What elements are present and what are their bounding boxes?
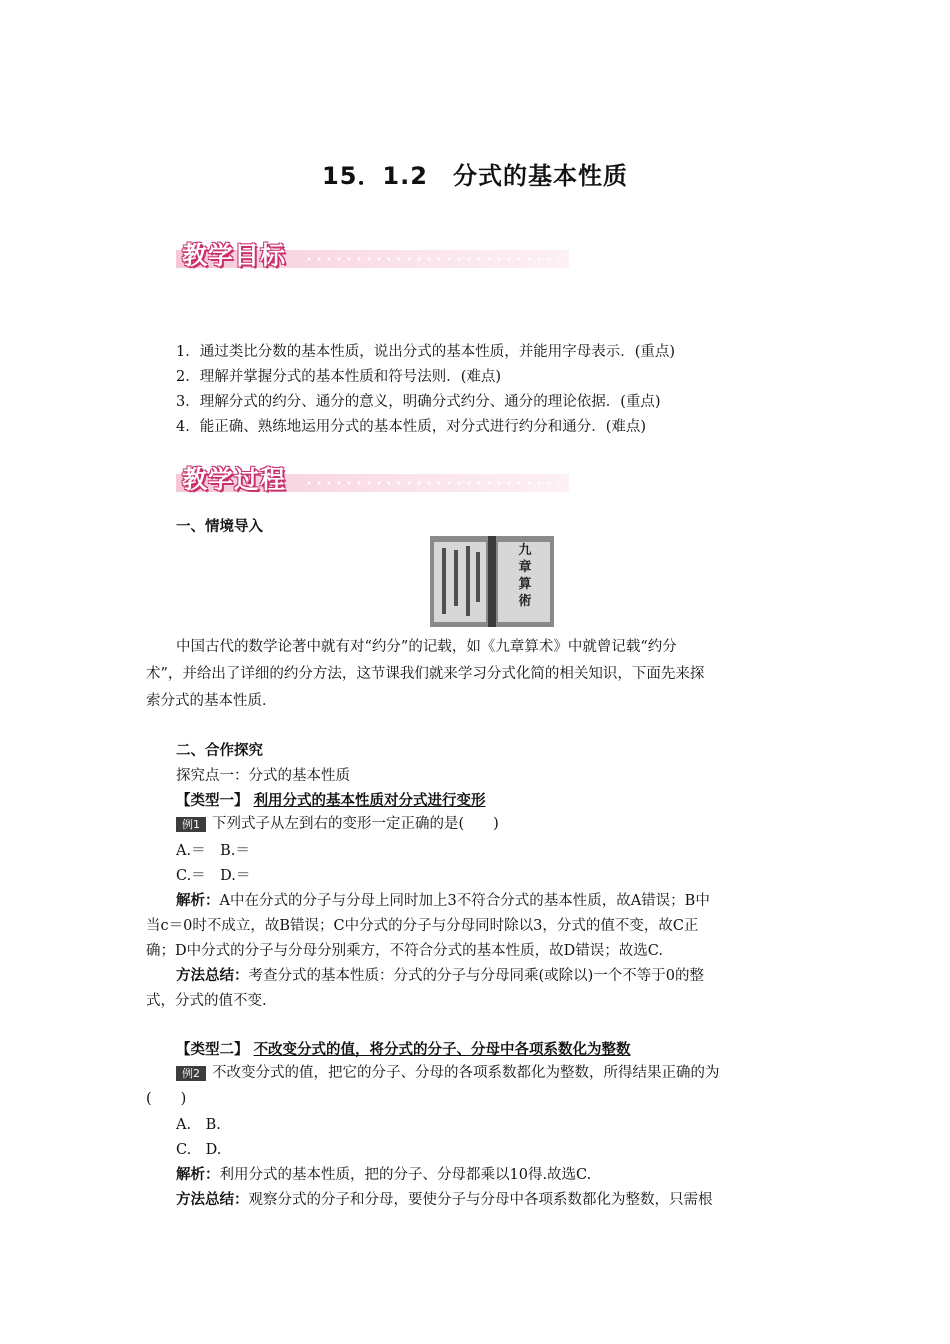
book-cover-title: 九章算術 [518,543,532,609]
type2-heading [176,1040,631,1060]
banner-dots [304,256,559,262]
text-column [466,546,470,616]
example-2-question-cont: ( ) [146,1091,187,1107]
example-2-options-cd: C. D. [176,1142,222,1158]
summary-text: 观察分式的分子和分母，要使分子与分母中各项系数都化为整数，只需根 [248,1192,713,1208]
summary-label: 方法总结： [176,1192,249,1208]
type1-heading [176,791,486,811]
example-1-analysis-2: 当c＝0时不成立，故B错误；C中分式的分子与分母同时除以3，分式的值不变，故C正 [146,918,699,934]
objectives-banner [176,236,569,272]
text-column [454,550,458,606]
text-column [442,548,446,614]
example-1-question [176,814,499,834]
text-column [476,552,480,602]
banner-label: 教学过程 [182,465,287,494]
intro-line-2: 术”，并给出了详细的约分方法，这节课我们就来学习分式化简的相关知识，下面先来探 [146,666,705,682]
objective-4: 4．能正确、熟练地运用分式的基本性质，对分式进行约分和通分．(难点) [176,419,647,435]
banner-label: 教学目标 [182,241,287,270]
example-1-analysis-3: 确；D中分式的分子与分母分别乘方，不符合分式的基本性质，故D错误；故选C. [146,943,663,959]
type1-label: 【类型一】 [176,793,249,809]
book-spine [488,536,496,627]
section-heading-explore: 二、合作探究 [176,743,263,759]
type2-title: 不改变分式的值，将分式的分子、分母中各项系数化为整数 [253,1042,631,1058]
section-heading-intro: 一、情境导入 [176,519,263,535]
type1-title: 利用分式的基本性质对分式进行变形 [253,793,486,809]
analysis-label: 解析： [176,893,220,909]
example-2-options-ab: A. B. [176,1117,221,1133]
type2-label: 【类型二】 [176,1042,249,1058]
intro-line-1: 中国古代的数学论著中就有对“约分”的记载，如《九章算术》中就曾记载“约分 [176,639,677,655]
example-2-text: 不改变分式的值，把它的分子、分母的各项系数都化为整数，所得结果正确的为 [212,1065,720,1081]
analysis-text: 利用分式的基本性质，把的分子、分母都乘以10得.故选C. [219,1167,592,1183]
example-1-summary-2: 式，分式的值不变. [146,993,267,1009]
process-banner [176,460,569,496]
analysis-label: 解析： [176,1167,220,1183]
example-1-analysis-1 [176,891,710,911]
example-1-options-cd: C.＝ D.＝ [176,868,251,884]
summary-label: 方法总结： [176,968,249,984]
analysis-text: A中在分式的分子与分母上同时加上3不符合分式的基本性质，故A错误；B中 [219,893,710,909]
intro-line-3: 索分式的基本性质． [146,693,277,709]
example-badge: 例1 [176,817,206,832]
example-2-analysis [176,1165,591,1185]
objective-3: 3．理解分式的约分、通分的意义，明确分式约分、通分的理论依据．(重点) [176,394,661,410]
example-1-options-ab: A.＝ B.＝ [176,843,250,859]
banner-dots [304,480,559,486]
example-badge: 例2 [176,1066,206,1081]
page-title: 15．1.2 分式的基本性质 [322,162,628,190]
example-1-summary-1 [176,966,704,986]
example-2-summary [176,1190,713,1210]
objective-1: 1．通过类比分数的基本性质，说出分式的基本性质，并能用字母表示．(重点) [176,344,676,360]
explore-point-1: 探究点一：分式的基本性质 [176,768,350,784]
example-2-question [176,1063,720,1083]
example-1-text: 下列式子从左到右的变形一定正确的是( ) [212,816,499,832]
summary-text: 考查分式的基本性质：分式的分子与分母同乘(或除以)一个不等于0的整 [248,968,705,984]
objective-2: 2．理解并掌握分式的基本性质和符号法则．(难点) [176,369,502,385]
book-photo [430,536,554,627]
